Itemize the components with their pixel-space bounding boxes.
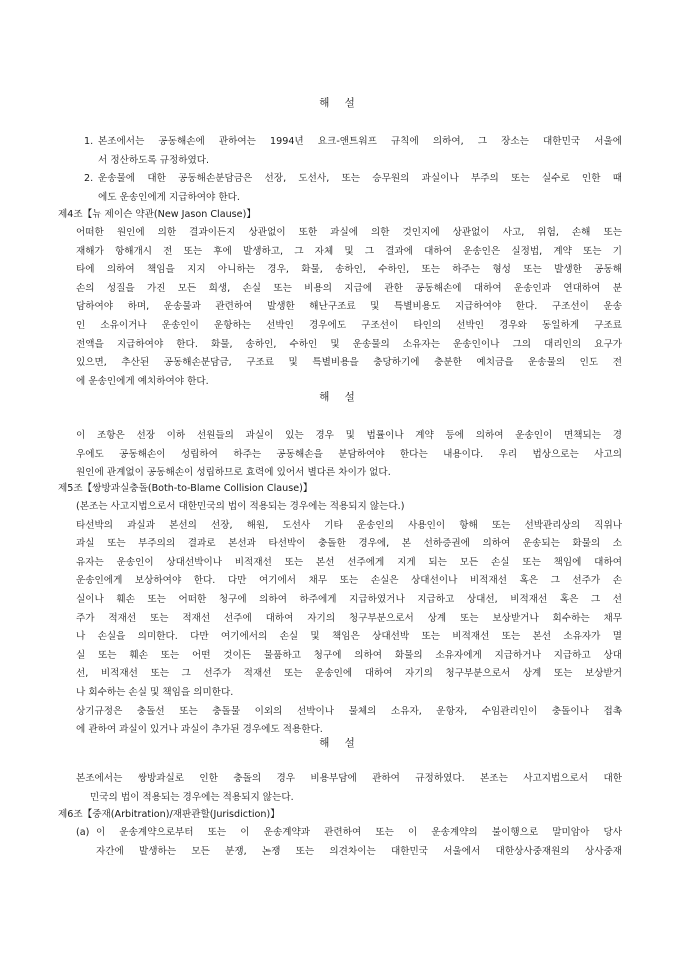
text-line: 유자는 운송인이 상대선박이나 비적재선 또는 본선 선주에게 지게 되는 모든 손실 또는 책임에 대하여 bbox=[76, 556, 622, 568]
text-line: 상기규정은 충돌선 또는 충돌물 이외의 선박이나 물체의 소유자, 운항자, 수임관리인이 충돌이나 접촉 bbox=[76, 705, 622, 717]
commentary-heading: 해 설 bbox=[319, 97, 361, 109]
article-body bbox=[76, 224, 622, 391]
text-line: 에 관하여 과실이 있거나 과실이 추가된 경우에도 적용한다. bbox=[76, 724, 323, 736]
text-line: 주가 적재선 또는 적재선 선주에 대하여 자기의 청구부분으로서 상계 또는 보상받거나 회수하는 채무 bbox=[76, 612, 622, 624]
text-line: 서 정산하도록 규정하였다. bbox=[98, 154, 210, 166]
text-line: 타선박의 과실과 본선의 선장, 해원, 도선사 기타 운송인의 사용인이 항해 또는 선박관리상의 직위나 bbox=[76, 519, 622, 531]
text-line: 에 운송인에게 예치하여야 한다. bbox=[76, 375, 209, 387]
commentary-heading: 해 설 bbox=[319, 737, 361, 749]
article-body bbox=[76, 498, 622, 740]
text-line: 어떠한 원인에 의한 결과이든지 상관없이 또한 과실에 의한 것인지에 상관없이 사고, 위험, 손해 또는 bbox=[76, 227, 622, 238]
text-line: 선, 비적재선 또는 그 선주가 적재선 또는 운송인에 대하여 자기의 청구부분으로서 상계 또는 보상받거 bbox=[76, 668, 622, 680]
text-line: 과실 또는 부주의의 결과로 본선과 타선박이 충돌한 경우에, 본 선하증권에 의하여 운송되는 화물의 소 bbox=[76, 538, 622, 550]
text-line: 에도 운송인에게 지급하여야 한다. bbox=[98, 191, 240, 203]
text-line: 나 손실을 의미한다. 다만 여기에서의 손실 및 책임은 상대선박 또는 비적재선 또는 본선 소유자가 멸 bbox=[76, 631, 622, 643]
text-line: 실 또는 훼손 또는 어떤 것이든 물품하고 청구에 의하여 화물의 소유자에게 지급하거나 지급하고 상대 bbox=[76, 649, 622, 661]
item-number: 1. bbox=[84, 136, 94, 147]
commentary-heading: 해 설 bbox=[319, 391, 361, 403]
commentary-item bbox=[84, 170, 622, 207]
article-title: 제5조【쌍방과실충돌(Both-to-Blame Collision Clause)】 bbox=[58, 483, 313, 494]
article-item bbox=[76, 824, 622, 861]
text-line: 전액을 지급하여야 한다. 화물, 송하인, 수하인 및 운송물의 소유자는 운송인이나 그의 대리인의 요구가 bbox=[76, 338, 622, 350]
text-line: 타에 의하여 책임을 지지 아니하는 경우, 화물, 송하인, 수하인, 또는 하주는 형성 또는 발생한 공동해 bbox=[76, 264, 622, 276]
text-line: 실이나 훼손 또는 어떠한 청구에 의하여 하주에게 지급하였거나 지급하고 상대선, 비적재선 혹은 그 선 bbox=[76, 593, 622, 605]
text-line: 우에도 공동해손이 성립하여 하주는 공동해손을 분담하여야 한다는 내용이다. 우리 법상으로는 사고의 bbox=[76, 448, 622, 460]
text-line: 운송인에게 보상하여야 한다. 다만 여기에서 채무 또는 손실은 상대선이나 비적재선 혹은 그 선주가 손 bbox=[76, 575, 622, 587]
article-title: 제6조【중재(Arbitration)/재판관할(Jurisdiction)】 bbox=[58, 809, 280, 820]
text-line: 담하여야 하며, 운송물과 관련하여 발생한 해난구조료 및 특별비용도 지급하여야 한다. 구조선이 운송 bbox=[76, 301, 622, 313]
text-line: 재해가 항해개시 전 또는 후에 발생하고, 그 자체 및 그 결과에 대하여 운송인은 실정법, 계약 또는 기 bbox=[76, 245, 622, 257]
text-line: 원인에 관계없이 공동해손이 성립하므로 효력에 있어서 별다른 차이가 없다. bbox=[76, 467, 391, 479]
commentary-item bbox=[84, 133, 622, 170]
text-line: 있으면, 추산된 공동해손분담금, 구조료 및 특별비용을 충당하기에 충분한 예치금을 운송물의 인도 전 bbox=[76, 357, 622, 369]
text-line: 이 운송계약으로부터 또는 이 운송계약과 관련하여 또는 이 운송계약의 불이행으로 말미암아 당사 bbox=[96, 827, 622, 838]
article-note: (본조는 사고지법으로서 대한민국의 법이 적용되는 경우에는 적용되지 않는다.) bbox=[76, 501, 405, 512]
text-line: 손의 성질을 가진 모든 희생, 손실 또는 비용의 지급에 관한 공동해손에 대하여 운송인과 연대하여 분 bbox=[76, 282, 622, 294]
text-line: 본조에서는 공동해손에 관하여는 1994년 요크-앤트워프 규칙에 의하여, 그 장소는 대한민국 서울에 bbox=[98, 136, 622, 147]
item-number: 2. bbox=[84, 173, 94, 184]
article-title: 제4조【뉴 제이슨 약관(New Jason Clause)】 bbox=[58, 209, 256, 220]
text-line: 이 조항은 선장 이하 선원들의 과실이 있는 경우 및 법률이나 계약 등에 의하여 운송인이 면책되는 경 bbox=[76, 430, 622, 441]
text-line: 민국의 법이 적용되는 경우에는 적용되지 않는다. bbox=[90, 791, 294, 803]
text-line: 자간에 발생하는 모든 분쟁, 논쟁 또는 의견차이는 대한민국 서울에서 대한상사중재원의 상사중재 bbox=[96, 845, 622, 857]
commentary-body bbox=[76, 427, 622, 483]
text-line: 본조에서는 쌍방과실로 인한 충돌의 경우 비용부담에 관하여 규정하였다. 본조는 사고지법으로서 대한 bbox=[76, 773, 622, 784]
text-line: 나 회수하는 손실 및 책임을 의미한다. bbox=[76, 686, 234, 698]
text-line: 운송물에 대한 공동해손분담금은 선장, 도선사, 또는 승무원의 과실이나 부주의 또는 실수로 인한 때 bbox=[98, 173, 622, 184]
commentary-body bbox=[76, 770, 622, 807]
text-line: 인 소유이거나 운송인이 운항하는 선박인 경우에도 구조선이 타인의 선박인 경우와 동일하게 구조료 bbox=[76, 319, 622, 331]
item-label: (a) bbox=[76, 827, 90, 838]
